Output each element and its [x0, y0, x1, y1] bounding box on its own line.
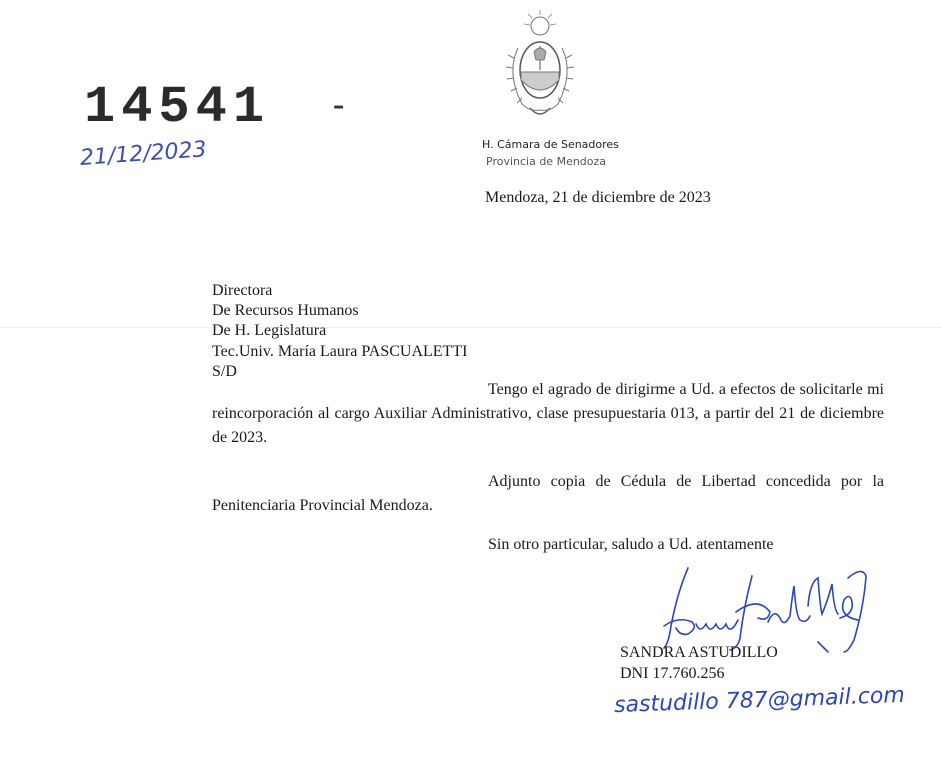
- handwritten-signature: [618, 556, 878, 656]
- scan-line: [0, 327, 942, 328]
- body-paragraph-request: Tengo el agrado de dirigirme a Ud. a efectos de solicitarle mi reincorporación al cargo Auxiliar Administrativo, clase presupuestaria 013, a partir del 21 de diciembre de 2023.: [212, 381, 884, 446]
- addressee-line: Tec.Univ. María Laura PASCUALETTI: [212, 343, 468, 360]
- institution-province: Provincia de Mendoza: [486, 155, 607, 168]
- stamp-dash: -: [333, 86, 345, 123]
- addressee-line: De Recursos Humanos: [212, 302, 359, 319]
- signer-name: SANDRA ASTUDILLO: [620, 644, 778, 661]
- handwritten-date: 21/12/2023: [79, 137, 208, 171]
- coat-of-arms-icon: [500, 8, 580, 130]
- addressee-line: De H. Legislatura: [212, 322, 327, 339]
- addressee-line: S/D: [212, 363, 237, 380]
- institution-name: H. Cámara de Senadores: [482, 138, 619, 151]
- handwritten-email: sastudillo 787@gmail.com: [613, 682, 906, 719]
- place-and-date: Mendoza, 21 de diciembre de 2023: [485, 189, 711, 206]
- signer-dni: DNI 17.760.256: [620, 665, 725, 682]
- body-paragraph-attachment: Adjunto copia de Cédula de Libertad concedida por la Penitenciaria Provincial Mendoza.: [212, 473, 884, 514]
- entry-stamp-number: 14541: [84, 78, 271, 137]
- addressee-line: Directora: [212, 282, 273, 299]
- closing-line: Sin otro particular, saludo a Ud. atentamente: [488, 536, 774, 553]
